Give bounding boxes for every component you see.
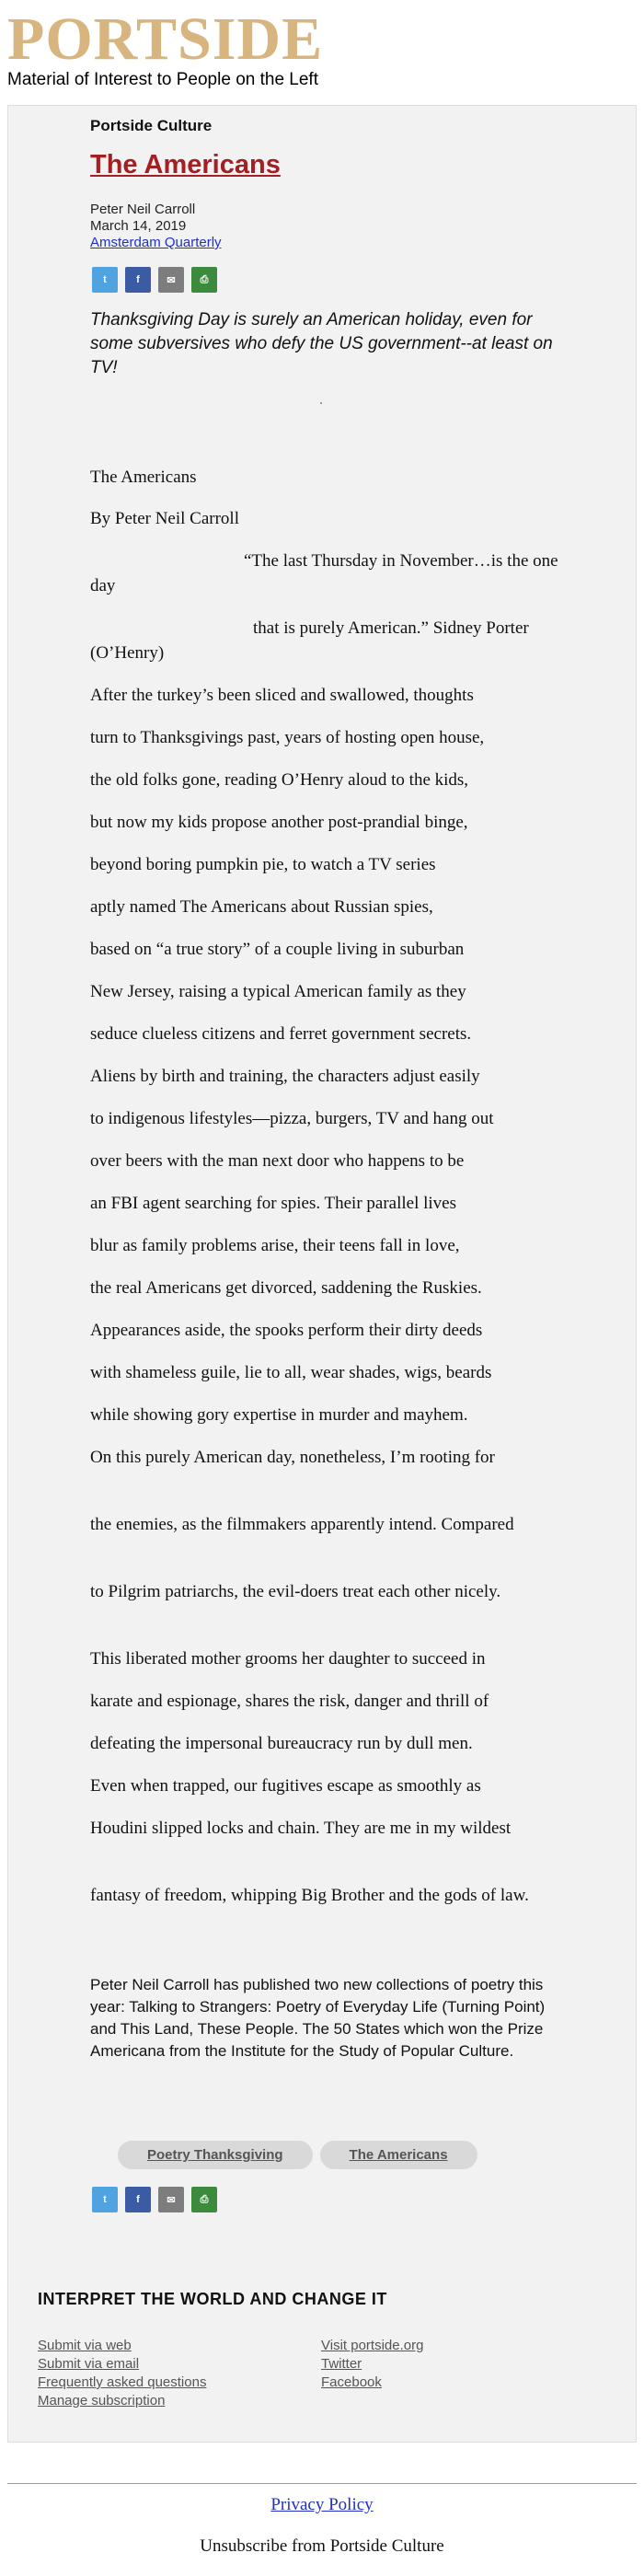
share-bar-bottom — [92, 2187, 217, 2214]
twitter-icon[interactable]: t — [92, 267, 118, 293]
facebook-icon[interactable]: f — [125, 2187, 151, 2212]
epigraph-line: “The last Thursday in November…is the one day — [90, 551, 558, 595]
poem-line: to indigenous lifestyles—pizza, burgers, TV and hang out — [90, 1109, 494, 1128]
poem-line: karate and espionage, shares the risk, danger and thrill of — [90, 1692, 489, 1711]
twitter-link[interactable]: Twitter — [321, 2356, 362, 2372]
author-bio: Peter Neil Carroll has published two new collections of poetry this year: Talking to Strangers: Poetry of Everyday Life (Turning Point) and This Land, These People. The 50 States which won the Prize Americana from the Institute for the Study of Popular Culture. — [90, 1976, 546, 2060]
print-icon[interactable]: ⎙ — [191, 267, 217, 293]
tag-pill[interactable]: The Americans — [320, 2141, 477, 2169]
poem-line: Houdini slipped locks and chain. They are me in my wildest — [90, 1819, 512, 1838]
poem-line: Appearances aside, the spooks perform their dirty deeds — [90, 1321, 483, 1340]
source-link[interactable]: Amsterdam Quarterly — [90, 235, 222, 250]
article-meta — [90, 202, 222, 251]
poem-line: the enemies, as the filmmakers apparently intend. Compared — [90, 1515, 514, 1534]
cta-links-left — [38, 2337, 206, 2410]
poem-line: fantasy of freedom, whipping Big Brother and the gods of law. — [90, 1886, 529, 1905]
poem-line: but now my kids propose another post-prandial binge, — [90, 813, 468, 832]
poem-line: This liberated mother grooms her daughter to succeed in — [90, 1649, 486, 1669]
poem-line: based on “a true story” of a couple living in suburban — [90, 940, 465, 959]
poem-line: Aliens by birth and training, the characters adjust easily — [90, 1067, 480, 1086]
poem-byline: By Peter Neil Carroll — [90, 509, 239, 528]
poem-line: After the turkey’s been sliced and swallowed, thoughts — [90, 686, 474, 705]
tagline: Material of Interest to People on the Left — [7, 70, 318, 89]
cta-heading: INTERPRET THE WORLD AND CHANGE IT — [38, 2290, 387, 2308]
poem-line: defeating the impersonal bureaucracy run by dull men. — [90, 1734, 473, 1753]
header — [7, 6, 642, 89]
cta-links-right — [321, 2337, 423, 2392]
poem-line: Even when trapped, our fugitives escape as smoothly as — [90, 1776, 481, 1796]
author: Peter Neil Carroll — [90, 202, 196, 217]
section-label: Portside Culture — [90, 117, 213, 134]
article-card — [7, 105, 637, 2443]
poem-line: with shameless guile, lie to all, wear shades, wigs, beards — [90, 1363, 492, 1382]
article-title[interactable]: The Americans — [90, 150, 281, 179]
poem-line: while showing gory expertise in murder and mayhem. — [90, 1405, 468, 1425]
share-bar-top — [92, 267, 217, 295]
poem-line: seduce clueless citizens and ferret government secrets. — [90, 1024, 472, 1044]
poem-line: beyond boring pumpkin pie, to watch a TV series — [90, 855, 436, 874]
poem-line: over beers with the man next door who happens to be — [90, 1151, 465, 1171]
portside-logo[interactable]: PORTSIDE — [7, 6, 324, 73]
submit-email-link[interactable]: Submit via email — [38, 2356, 140, 2372]
email-icon[interactable]: ✉ — [158, 2187, 184, 2212]
email-icon[interactable]: ✉ — [158, 267, 184, 293]
faq-link[interactable]: Frequently asked questions — [38, 2374, 207, 2390]
facebook-icon[interactable]: f — [125, 267, 151, 293]
epigraph-line: that is purely American.” Sidney Porter (O’Henry) — [90, 618, 529, 663]
visit-portside-link[interactable]: Visit portside.org — [321, 2338, 424, 2353]
poem-title: The Americans — [90, 468, 197, 487]
poem-line: the real Americans get divorced, saddening the Ruskies. — [90, 1278, 482, 1298]
poem-line: to Pilgrim patriarchs, the evil-doers treat each other nicely. — [90, 1582, 501, 1601]
unsubscribe-text[interactable]: Unsubscribe from Portside Culture — [200, 2536, 444, 2556]
twitter-icon[interactable]: t — [92, 2187, 118, 2212]
poem-line: turn to Thanksgivings past, years of hosting open house, — [90, 728, 485, 747]
tag-pill[interactable]: Poetry Thanksgiving — [118, 2141, 313, 2169]
poem-line: an FBI agent searching for spies. Their parallel lives — [90, 1194, 456, 1213]
facebook-link[interactable]: Facebook — [321, 2374, 382, 2390]
poem-line: the old folks gone, reading O’Henry aloud to the kids, — [90, 770, 469, 790]
print-icon[interactable]: ⎙ — [191, 2187, 217, 2212]
privacy-policy-link[interactable]: Privacy Policy — [270, 2495, 374, 2514]
poem-line: New Jersey, raising a typical American family as they — [90, 982, 466, 1001]
poem-line: blur as family problems arise, their teens fall in love, — [90, 1236, 460, 1255]
tag-list — [118, 2141, 477, 2169]
poem-line: On this purely American day, nonetheless, I’m rooting for — [90, 1448, 495, 1467]
manage-subscription-link[interactable]: Manage subscription — [38, 2393, 166, 2409]
footer-divider — [7, 2483, 637, 2484]
publish-date: March 14, 2019 — [90, 218, 187, 234]
spacer-dot — [320, 402, 322, 404]
article-dek: Thanksgiving Day is surely an American holiday, even for some subversives who defy the US government--at least on TV! — [90, 310, 553, 377]
poem-line: aptly named The Americans about Russian spies, — [90, 897, 433, 917]
submit-web-link[interactable]: Submit via web — [38, 2338, 132, 2353]
